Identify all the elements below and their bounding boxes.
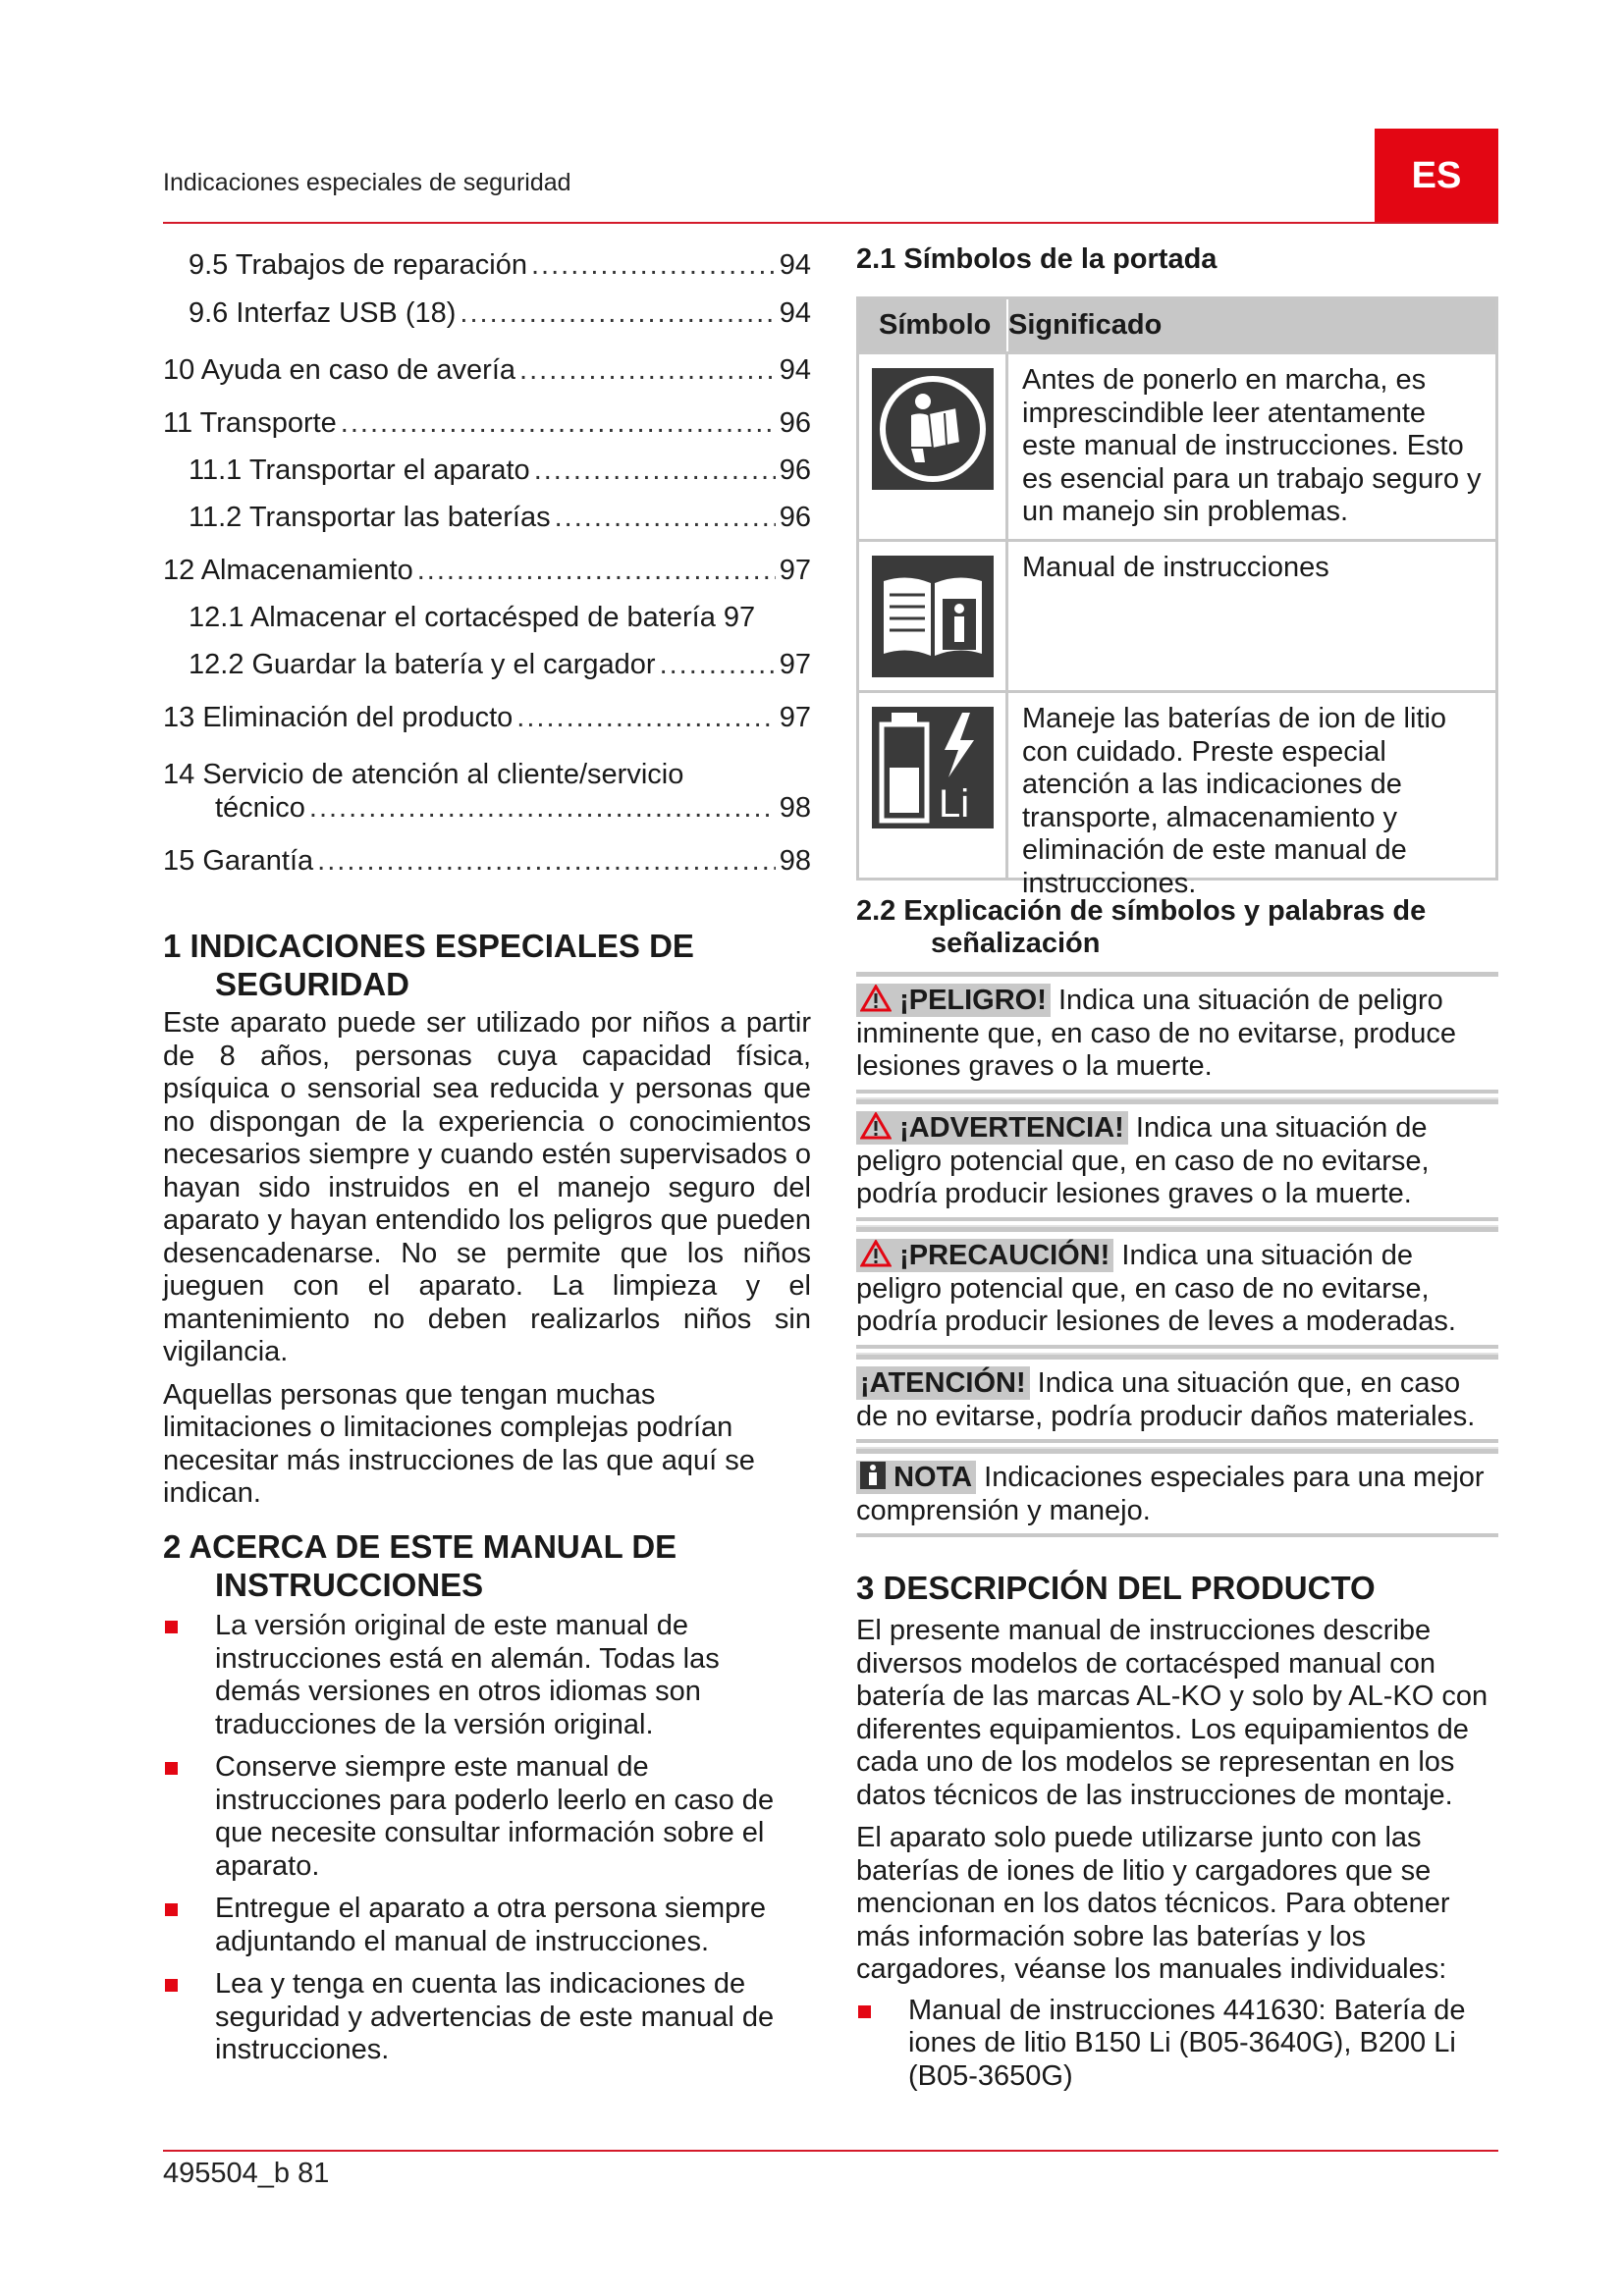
warning-triangle-icon xyxy=(860,985,892,1012)
table-row xyxy=(859,539,1495,690)
toc-entry-title: 15 Garantía xyxy=(163,845,314,877)
signal-caution xyxy=(856,1227,1498,1357)
toc-entry-title: 12.1 Almacenar el cortacésped de batería xyxy=(189,602,716,633)
toc-entry[interactable] xyxy=(163,844,811,878)
toc-entry-page: 97 xyxy=(779,555,811,586)
toc-entry[interactable] xyxy=(163,296,811,330)
toc-entry[interactable] xyxy=(163,601,811,634)
column-header: Significado xyxy=(1006,299,1495,351)
toc-entry-page: 98 xyxy=(779,792,811,824)
toc-entry[interactable] xyxy=(163,353,811,387)
toc-entry-page: 98 xyxy=(779,845,811,877)
paragraph: Aquellas personas que tengan muchas limitaciones o limitaciones complejas podrían necesitar más instrucciones de las que aquí se indican. xyxy=(163,1378,755,1509)
toc-entry-page: 94 xyxy=(779,297,811,329)
toc-entry-title: 12 Almacenamiento xyxy=(163,555,413,586)
signal-text: Indica una situación que, en caso de no evitarse, podría producir daños materiales. xyxy=(856,1367,1476,1432)
paragraph: Este aparato puede ser utilizado por niños a partir de 8 años, personas cuya capacidad física, psíquica o sensorial sea reducida y personas que no dispongan de la experiencia o conocimientos necesarios siempre y cuando estén supervisados o hayan sido instruidos en el manejo seguro del aparato y hayan entendido los peligros que pueden desencadenarse. No se permite que los niños jueguen con el aparato. La limpieza y el mantenimiento no deben realizarlos niños sin vigilancia. xyxy=(163,1007,811,1367)
toc-entry-title: 14 Servicio de atención al cliente/servicio xyxy=(163,759,684,790)
toc-entry-title: 9.6 Interfaz USB (18) xyxy=(189,297,457,329)
lithium-battery-icon xyxy=(872,707,994,828)
bullet-square-icon xyxy=(165,1979,178,1992)
toc-entry[interactable] xyxy=(163,701,811,734)
symbol-table xyxy=(856,296,1498,899)
toc-entry[interactable] xyxy=(163,454,811,487)
bullet-square-icon xyxy=(165,1762,178,1775)
signal-text: Indica una situación de peligro potencial que, en caso de no evitarse, podría producir lesiones de leves a moderadas. xyxy=(856,1240,1456,1337)
signal-label: NOTA xyxy=(856,1461,976,1494)
header-divider xyxy=(163,222,1498,224)
signal-label: ¡PELIGRO! xyxy=(856,984,1051,1017)
read-manual-icon xyxy=(872,368,994,490)
table-cell-text: Manual de instrucciones xyxy=(1022,552,1329,583)
toc-entry[interactable] xyxy=(163,758,811,825)
toc-entry-title: 13 Eliminación del producto xyxy=(163,702,514,733)
signal-note xyxy=(856,1449,1498,1537)
toc-entry-title-cont: técnico xyxy=(215,792,305,824)
toc-entry-page: 96 xyxy=(779,502,811,533)
table-of-contents xyxy=(163,248,811,878)
warning-triangle-icon xyxy=(860,1240,892,1267)
section-product-description xyxy=(856,1569,1498,2093)
toc-entry-page: 96 xyxy=(779,454,811,486)
toc-entry-page: 96 xyxy=(779,407,811,439)
section-about-manual xyxy=(163,1527,811,2067)
toc-entry-title: 10 Ayuda en caso de avería xyxy=(163,354,516,386)
table-row xyxy=(859,690,1495,899)
svg-text:Li: Li xyxy=(938,782,969,826)
manual-info-icon xyxy=(872,556,994,677)
signal-text: Indica una situación de peligro potencial que, en caso de no evitarse, podría producir lesiones graves o la muerte. xyxy=(856,1112,1430,1209)
footer-divider xyxy=(163,2150,1498,2152)
toc-entry-page: 97 xyxy=(779,702,811,733)
subsection-heading: 2.1 Símbolos de la portada xyxy=(856,243,1218,275)
toc-entry-title: 12.2 Guardar la batería y el cargador xyxy=(189,649,656,680)
toc-entry-page: 97 xyxy=(779,649,811,680)
table-cell-text: Antes de ponerlo en marcha, es imprescindible leer atentamente este manual de instrucciones. Esto es esencial para un trabajo seguro y un manejo sin problemas. xyxy=(1022,364,1482,527)
signal-label: ¡ADVERTENCIA! xyxy=(856,1111,1128,1145)
section-heading: 1 INDICACIONES ESPECIALES DE SEGURIDAD xyxy=(163,928,694,1002)
list-item: Lea y tenga en cuenta las indicaciones de seguridad y advertencias de este manual de instrucciones. xyxy=(163,1968,811,2067)
language-tab: ES xyxy=(1375,129,1498,223)
column-header: Símbolo xyxy=(879,309,992,341)
toc-entry[interactable] xyxy=(163,406,811,440)
toc-entry[interactable] xyxy=(163,648,811,681)
signal-label: ¡ATENCIÓN! xyxy=(856,1366,1030,1400)
toc-entry-title: 9.5 Trabajos de reparación xyxy=(189,249,527,281)
signal-label: ¡PRECAUCIÓN! xyxy=(856,1239,1113,1272)
paragraph: El aparato solo puede utilizarse junto con las baterías de iones de litio y cargadores que se mencionan en los datos técnicos. Para obtener más información sobre las baterías y los cargadores, véanse los manuales individuales: xyxy=(856,1822,1450,1985)
bullet-square-icon xyxy=(165,1903,178,1916)
bullet-list xyxy=(856,1995,1498,2094)
toc-entry[interactable] xyxy=(163,501,811,534)
paragraph: El presente manual de instrucciones describe diversos modelos de cortacésped manual con batería de las marcas AL-KO y solo by AL-KO con diferentes equipamientos. Los equipamientos de cada uno de los modelos se representan en los datos técnicos de las instrucciones de montaje. xyxy=(856,1615,1489,1811)
table-cell-text: Maneje las baterías de ion de litio con cuidado. Preste especial atención a las indicaciones de transporte, almacenamiento y eliminación de este manual de instrucciones. xyxy=(1022,703,1447,899)
list-item: Conserve siempre este manual de instrucciones para poderlo leerlo en caso de que necesite consultar información sobre el aparato. xyxy=(163,1751,811,1883)
bullet-square-icon xyxy=(165,1621,178,1633)
section-safety xyxy=(163,927,811,1511)
page-footer: 495504_b 81 xyxy=(163,2158,330,2189)
table-row xyxy=(859,351,1495,539)
info-icon xyxy=(860,1462,886,1489)
list-item: Manual de instrucciones 441630: Batería de iones de litio B150 Li (B05-3640G), B200 Li (B05-3650G) xyxy=(856,1995,1498,2094)
bullet-square-icon xyxy=(858,2005,871,2018)
signal-danger xyxy=(856,972,1498,1101)
list-item: La versión original de este manual de instrucciones está en alemán. Todas las demás versiones en otros idiomas son traducciones de la versión original. xyxy=(163,1610,811,1741)
toc-entry-title: 11.1 Transportar el aparato xyxy=(189,454,530,486)
page-header-title: Indicaciones especiales de seguridad xyxy=(163,169,571,196)
table-cell xyxy=(859,542,1008,690)
section-heading: 3 DESCRIPCIÓN DEL PRODUCTO xyxy=(856,1570,1376,1606)
toc-entry[interactable] xyxy=(163,248,811,282)
bullet-list xyxy=(163,1610,811,2067)
toc-entry-title: 11 Transporte xyxy=(163,407,337,439)
toc-entry-page: 94 xyxy=(779,249,811,281)
table-cell xyxy=(859,354,1008,539)
toc-entry-title: 11.2 Transportar las baterías xyxy=(189,502,551,533)
warning-triangle-icon xyxy=(860,1112,892,1140)
toc-entry-page: 94 xyxy=(779,354,811,386)
table-cell xyxy=(859,693,1008,878)
toc-entry[interactable] xyxy=(163,554,811,587)
signal-text: Indica una situación de peligro inminente que, en caso de no evitarse, produce lesiones graves o la muerte. xyxy=(856,985,1457,1082)
subsection-heading: 2.2 Explicación de símbolos y palabras de señalización xyxy=(856,895,1427,959)
list-item: Entregue el aparato a otra persona siempre adjuntando el manual de instrucciones. xyxy=(163,1893,811,1958)
signal-warning xyxy=(856,1099,1498,1229)
table-header xyxy=(859,299,1495,351)
toc-entry-page: 97 xyxy=(723,602,756,633)
section-heading: 2 ACERCA DE ESTE MANUAL DE INSTRUCCIONES xyxy=(163,1528,677,1603)
signal-text: Indicaciones especiales para una mejor comprensión y manejo. xyxy=(856,1462,1485,1526)
signal-attention xyxy=(856,1355,1498,1451)
